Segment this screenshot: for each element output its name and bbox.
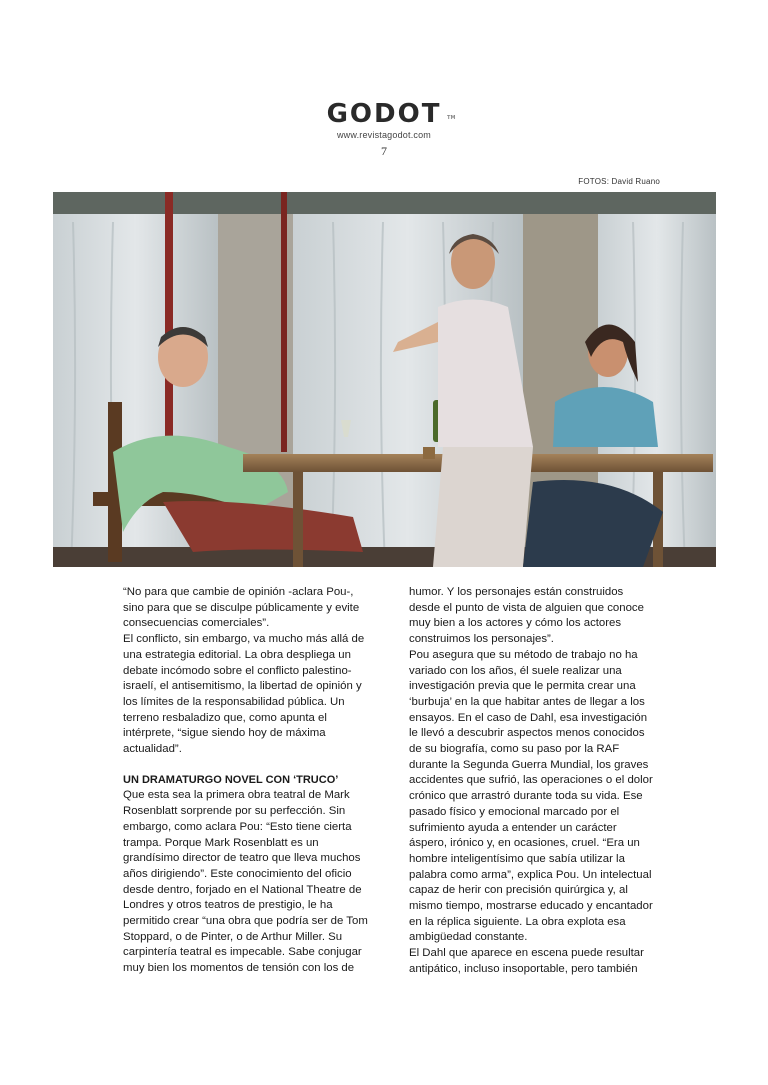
section-subheading: UN DRAMATURGO NOVEL CON ‘TRUCO’: [123, 773, 339, 786]
left-paragraph-3: Que esta sea la primera obra teatral de Mark Rosenblatt sorprende por su perfección. Sin embargo, como aclara Pou: “Esto tiene cierta trampa. Porque Mark Rosenblatt es un grandísimo director de teatro que lleva muchos años dirigiendo”. Este conocimiento del oficio desde dentro, forjado en el National Theatre de Londres y otros teatros de prestigio, le ha permitido crear “una obra que podría ser de Tom Stoppard, o de Pinter, o de Arthur Miller. Su carpintería teatral es impecable. Sabe conjugar muy bien los momentos de tensión con los de: [123, 789, 368, 975]
site-url[interactable]: www.revistagodot.com: [336, 130, 432, 140]
page-header: [0, 100, 768, 159]
logo-trademark: TM: [447, 115, 456, 121]
magazine-logo: [326, 99, 456, 129]
page-number: 7: [381, 144, 387, 158]
right-paragraph-3: El Dahl que aparece en escena puede resultar antipático, incluso insoportable, pero también: [409, 947, 644, 975]
photo-credit: FOTOS: David Ruano: [578, 177, 660, 186]
article-right-column: [409, 585, 657, 978]
right-paragraph-2: Pou asegura que su método de trabajo no ha variado con los años, él suele realizar una investigación previa que le permita crear una ‘burbuja’ en la que habitar antes de llegar a los ensayos. En el caso de Dahl, esa investigación le llevó a descubrir aspectos menos conocidos de su biografía, como su paso por la RAF durante la Segunda Guerra Mundial, los graves accidentes que sufrió, las operaciones o el dolor crónico que arrastró durante toda su vida. Ese pasado físico y emocional marcado por el sufrimiento ayuda a entender un carácter áspero, irónico y, en ocasiones, cruel. “Era un hombre inteligentísimo que sabía utilizar la palabra como arma”, explica Pou. Un intelectual capaz de herir con precisión quirúrgica y, al mismo tiempo, mostrarse educado y encantador en la réplica siguiente. La obra explota esa ambigüedad constante.: [409, 648, 653, 944]
logo-text: GODOT: [326, 99, 442, 129]
article-left-column: [123, 585, 371, 977]
left-paragraph-1: “No para que cambie de opinión -aclara Pou-, sino para que se disculpe públicamente y evite consecuencias comerciales”.: [123, 586, 360, 630]
right-paragraph-1: humor. Y los personajes están construidos desde el punto de vista de alguien que conoce muy bien a los actores y cómo los actores construimos los personajes”.: [409, 586, 644, 646]
stage-photo: [53, 192, 716, 567]
left-paragraph-2: El conflicto, sin embargo, va mucho más allá de una estrategia editorial. La obra despliega un debate incómodo sobre el conflicto palestino-israelí, el antisemitismo, la libertad de opinión y los límites de la responsabilidad pública. Un terreno resbaladizo que, como apunta el intérprete, “sigue siendo hoy de máxima actualidad”.: [123, 633, 365, 756]
